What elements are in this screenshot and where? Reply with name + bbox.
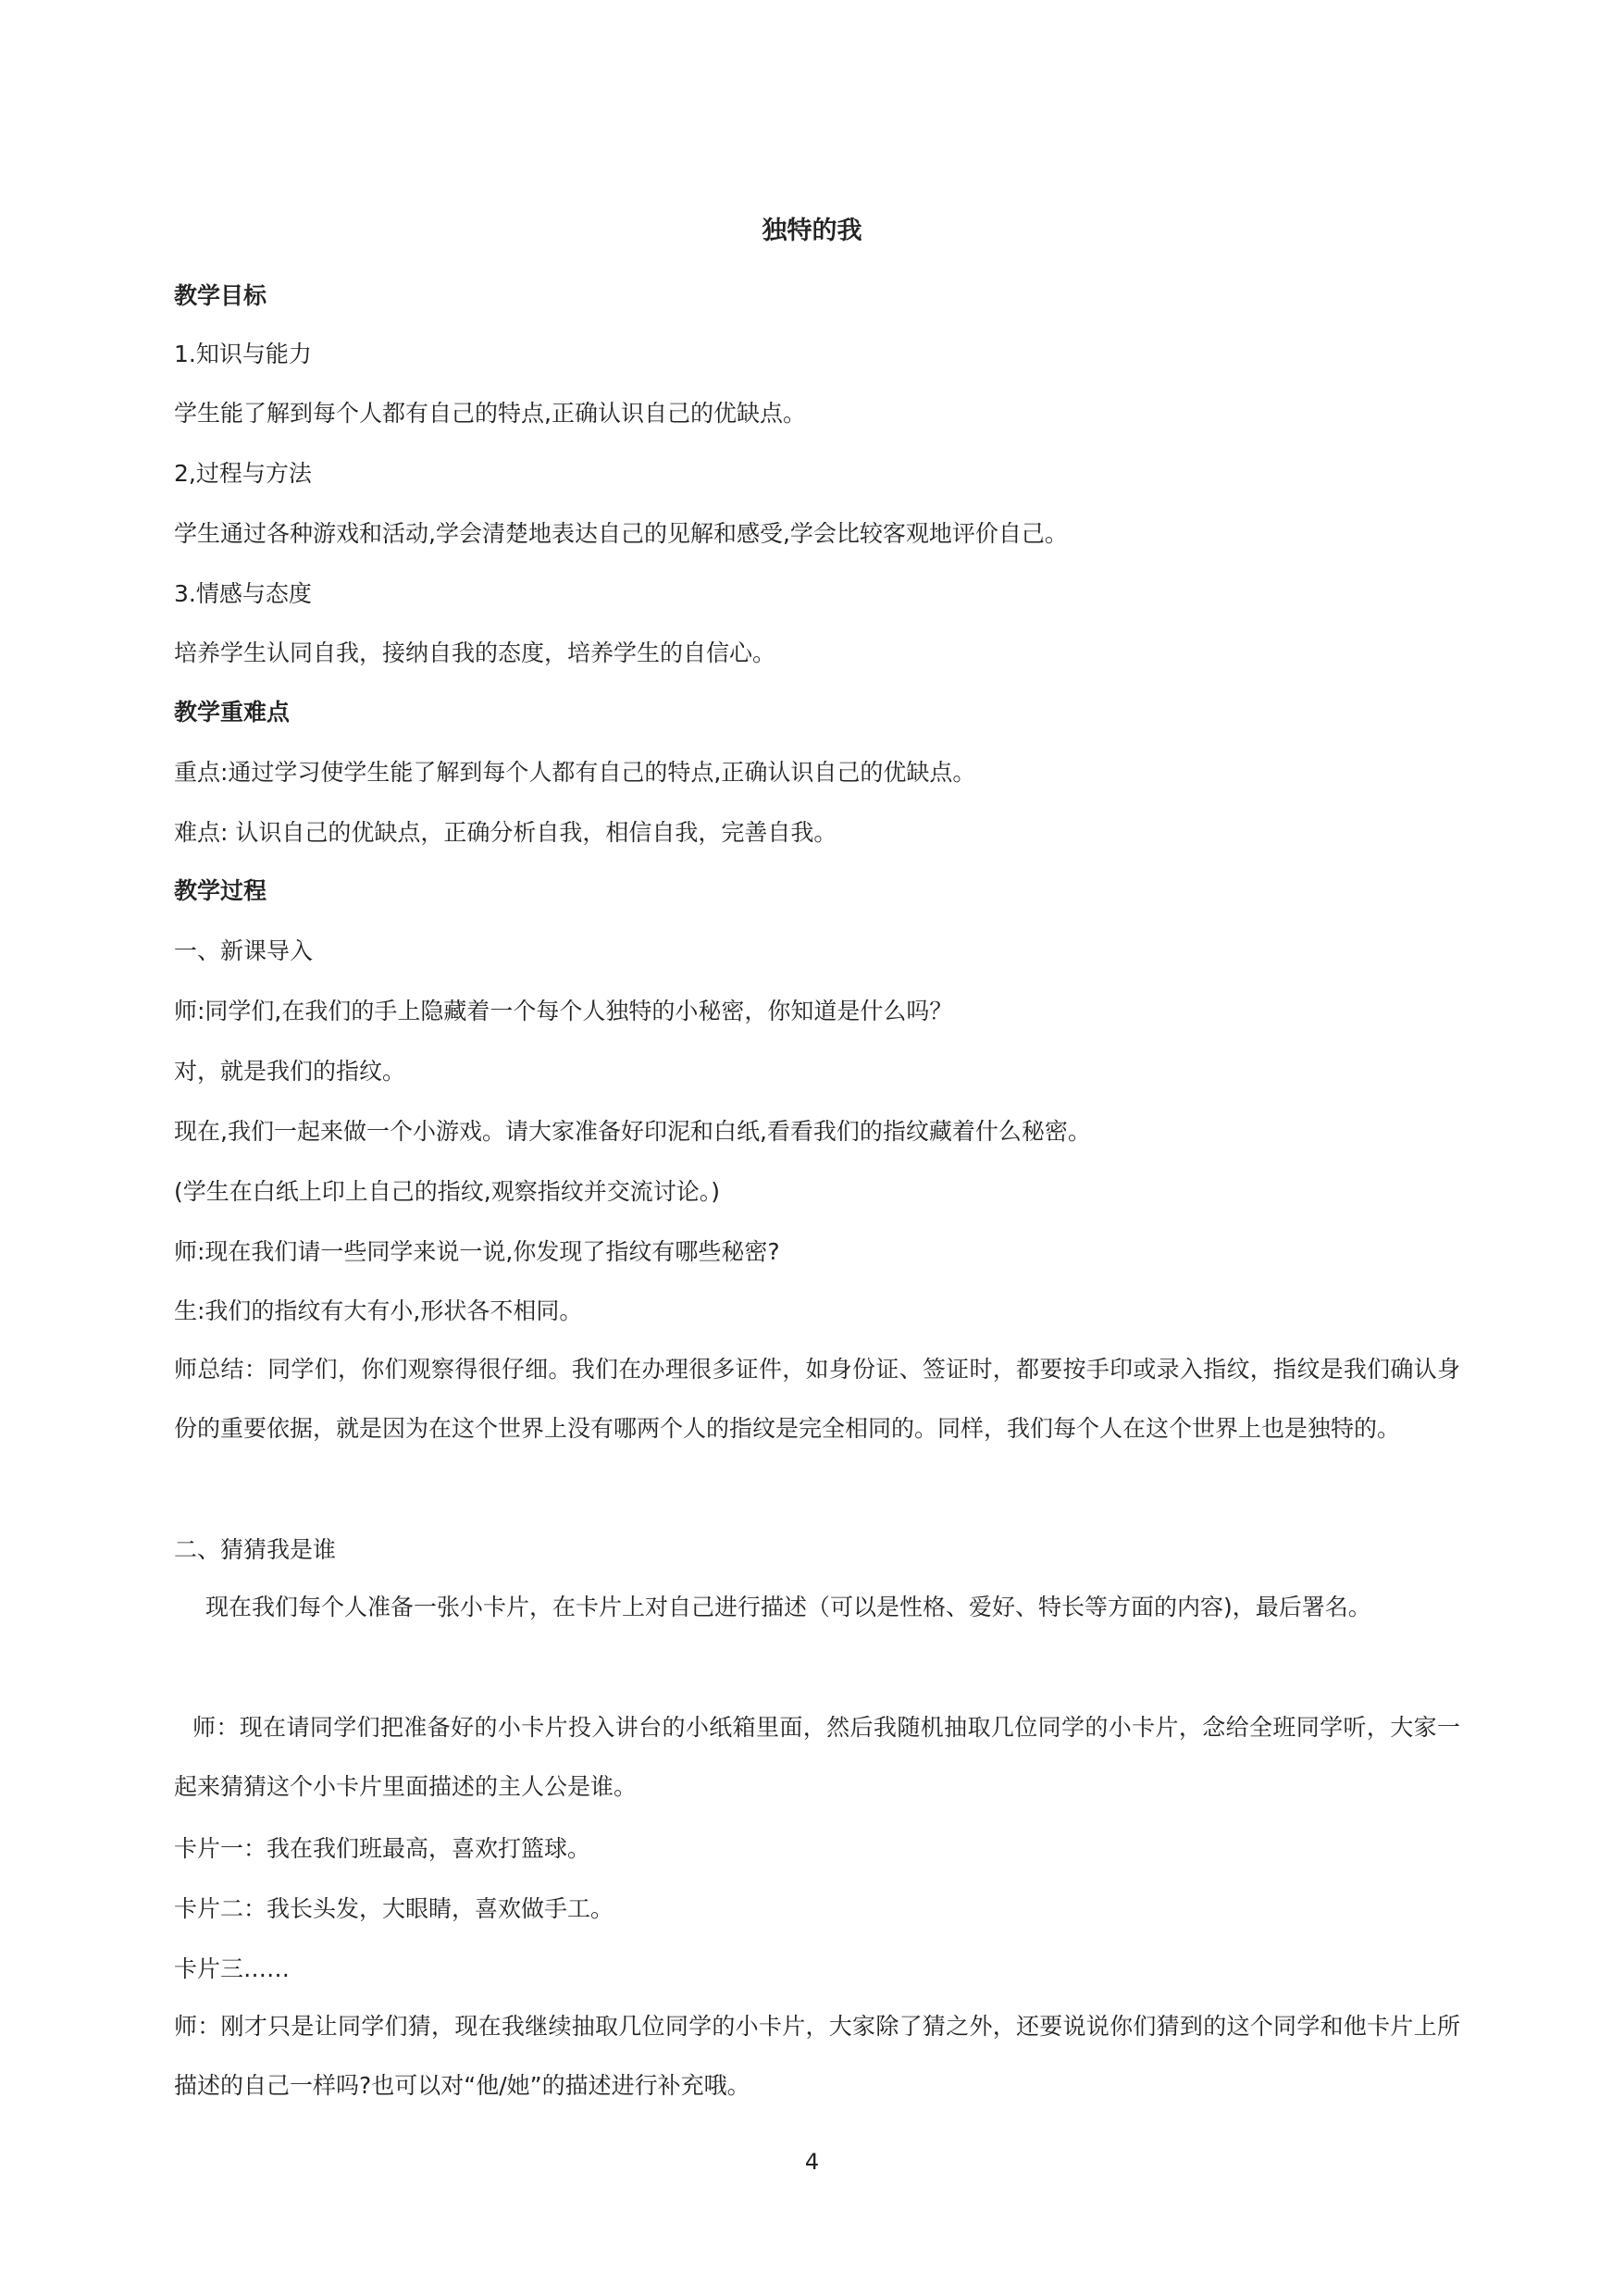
card-line: 卡片二：我长头发，大眼睛，喜欢做手工。 [174,1895,614,1922]
summary-paragraph: 师总结：同学们，你们观察得很仔细。我们在办理很多证件，如身份证、签证时，都要按手印或录入指纹，指纹是我们确认身份的重要依据，就是因为在这个世界上没有哪两个人的指纹是完全相同的。同样，我们每个人在这个世界上也是独特的。 [174,1356,1460,1442]
page-number: 4 [804,2149,820,2175]
paragraph: 生:我们的指纹有大有小,形状各不相同。 [174,1297,583,1324]
card-line: 卡片三…… [174,1955,291,1982]
part2-heading: 二、猜猜我是谁 [174,1536,337,1563]
paragraph: (学生在白纸上印上自己的指纹,观察指纹并交流讨论。) [174,1178,720,1205]
paragraph: 现在我们每个人准备一张小卡片，在卡片上对自己进行描述（可以是性格、爱好、特长等方面的内容)，最后署名。 [205,1594,1371,1620]
paragraph: 师：刚才只是让同学们猜，现在我继续抽取几位同学的小卡片，大家除了猜之外，还要说说你们猜到的这个同学和他卡片上所描述的自己一样吗?也可以对“他/她”的描述进行补充哦。 [174,2013,1460,2099]
difficulty-text: 难点: 认识自己的优缺点，正确分析自我，相信自我，完善自我。 [174,819,837,846]
keypoints-heading: 教学重难点 [174,699,291,726]
part1-heading: 一、新课导入 [174,937,314,964]
page-title: 独特的我 [762,217,862,245]
goal1-text: 学生能了解到每个人都有自己的特点,正确认识自己的优缺点。 [174,400,806,427]
goal2-heading: 2,过程与方法 [174,460,312,487]
goal3-heading: 3.情感与态度 [174,580,312,607]
process-heading: 教学过程 [174,877,267,904]
paragraph: 师：现在请同学们把准备好的小卡片投入讲台的小纸箱里面，然后我随机抽取几位同学的小卡片，念给全班同学听，大家一起来猜猜这个小卡片里面描述的主人公是谁。 [174,1714,1460,1800]
goal2-text: 学生通过各种游戏和活动,学会清楚地表达自己的见解和感受,学会比较客观地评价自己。 [174,520,1068,547]
paragraph: 师:同学们,在我们的手上隐藏着一个每个人独特的小秘密，你知道是什么吗？ [174,998,953,1024]
card-line: 卡片一：我在我们班最高，喜欢打篮球。 [174,1835,591,1862]
goal3-text: 培养学生认同自我，接纳自我的态度，培养学生的自信心。 [174,639,776,666]
paragraph: 现在,我们一起来做一个小游戏。请大家准备好印泥和白纸,看看我们的指纹藏着什么秘密。 [174,1118,1091,1145]
paragraph: 对，就是我们的指纹。 [174,1058,406,1085]
paragraph: 师:现在我们请一些同学来说一说,你发现了指纹有哪些秘密? [174,1238,780,1265]
goal1-heading: 1.知识与能力 [174,341,312,367]
keypoint-text: 重点:通过学习使学生能了解到每个人都有自己的特点,正确认识自己的优缺点。 [174,759,976,786]
goals-heading: 教学目标 [174,282,267,309]
